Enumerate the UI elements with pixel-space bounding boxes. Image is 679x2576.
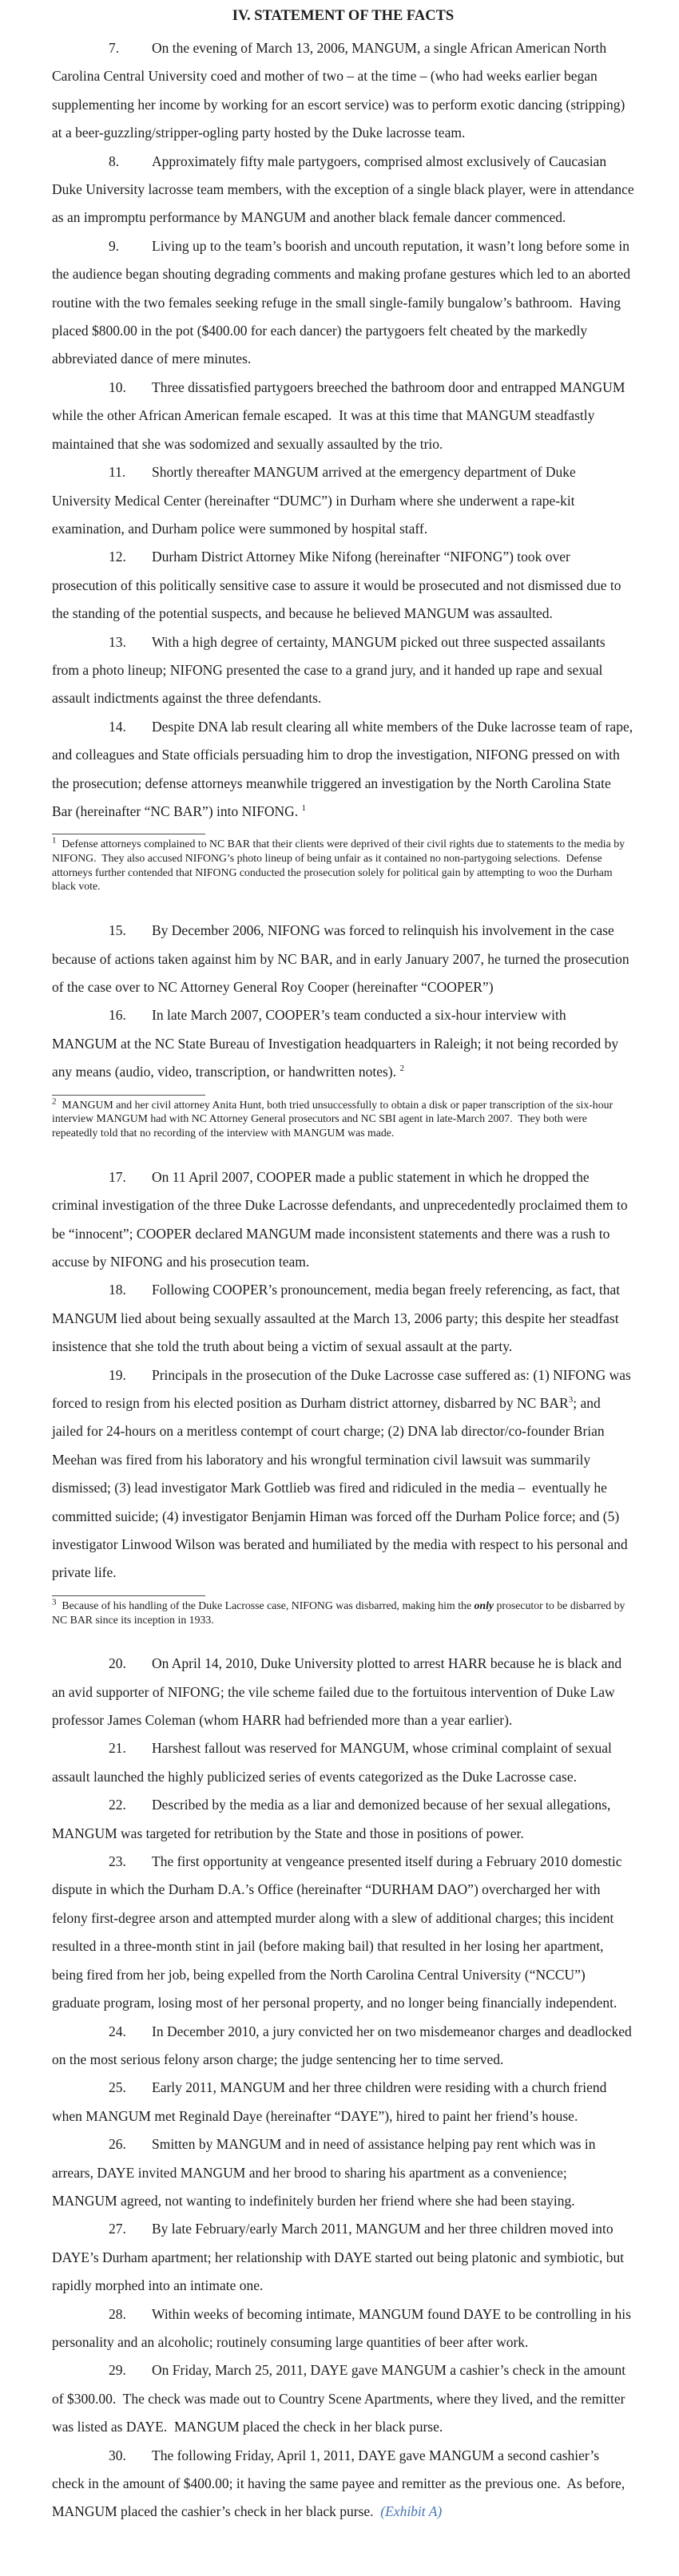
paragraph-text: Living up to the team’s boorish and uncouth reputation, it wasn’t long before some in the audience began shouting degrading comments and making profane gestures which led to an aborted routine with the two females seeking refuge in the small single-family bungalow’s bathroom. Having placed $800.00 in the pot ($400.00 for each dancer) the partygoers felt cheated by the markedly abbreviated dance of mere minutes. [52, 237, 634, 367]
paragraph-22 [52, 1791, 634, 1848]
paragraph-7 [52, 34, 634, 148]
paragraph-29 [52, 2356, 634, 2441]
paragraph-text: By late February/early March 2011, MANGUM and her three children moved into DAYE’s Durham apartment; her relationship with DAYE started out being platonic and symbiotic, but rapidly morphed into an intimate one. [52, 2221, 628, 2294]
paragraph-text: Because of his handling of the Duke Lacrosse case, NIFONG was disbarred, making him the [56, 1599, 475, 1611]
paragraph-number: 25. [109, 2079, 126, 2096]
paragraph-text: By December 2006, NIFONG was forced to relinquish his involvement in the case because of actions taken against him by NC BAR, and in early January 2007, he turned the prosecution of the case over to NC Attorney General Roy Cooper (hereinafter “COOPER”) [52, 922, 633, 995]
emphasized-text: only [474, 1599, 494, 1611]
footnote-reference: 1 [301, 803, 306, 814]
paragraph-number: 13. [109, 633, 126, 650]
paragraph-23 [52, 1848, 634, 2017]
paragraph-text: Shortly thereafter MANGUM arrived at the emergency department of Duke University Medical Center (hereinafter “DUMC”) in Durham where she underwent a rape-kit examination, and Durham police were summoned by hospital staff. [52, 464, 580, 537]
paragraph-number: 12. [109, 549, 126, 565]
paragraph-21 [52, 1734, 634, 1791]
paragraph-number: 27. [109, 2221, 126, 2237]
paragraph-number: 20. [109, 1655, 126, 1672]
paragraph-text: The following Friday, April 1, 2011, DAYE gave MANGUM a second cashier’s check in the amount of $400.00; it having the same payee and remitter as the previous one. As before, MANGUM placed the cashier’s check in her black purse. [52, 2447, 629, 2520]
footnote-number: 2 [52, 1096, 57, 1107]
paragraph-text: With a high degree of certainty, MANGUM picked out three suspected assailants from a photo lineup; NIFONG presented the case to a grand jury, and it handed up rape and sexual assault indictments against the three defendants. [52, 633, 610, 707]
paragraph-text: Approximately fifty male partygoers, comprised almost exclusively of Caucasian Duke University lacrosse team members, with the exception of a single black player, were in attendance as an impromptu performance by MANGUM and another black female dancer commenced. [52, 153, 638, 226]
paragraph-10 [52, 374, 634, 458]
paragraph-14 [52, 713, 637, 826]
paragraph-text: Durham District Attorney Mike Nifong (hereinafter “NIFONG”) took over prosecution of this politically sensitive case to assure it would be prosecuted and not dismissed due to the standing of the potential suspects, and because he believed MANGUM was assaulted. [52, 549, 625, 622]
paragraph-number: 24. [109, 2023, 126, 2039]
footnote-1 [52, 837, 634, 894]
paragraph-17 [52, 1163, 634, 1277]
paragraph-text: Three dissatisfied partygoers breeched the bathroom door and entrapped MANGUM while the other African American female escaped. It was at this time that MANGUM steadfastly maintained that she was sodomized and sexually assaulted by the trio. [52, 378, 629, 452]
paragraph-number: 10. [109, 378, 126, 395]
paragraph-number: 17. [109, 1168, 126, 1185]
footnote-number: 1 [52, 835, 57, 846]
paragraph-text: On Friday, March 25, 2011, DAYE gave MANGUM a cashier’s check in the amount of $300.00. The check was made out to Country Scene Apartments, where they lived, and the remitter was listed as DAYE. MANGUM placed the check in her black purse. [52, 2362, 629, 2435]
paragraph-text: Within weeks of becoming intimate, MANGUM found DAYE to be controlling in his personality and an alcoholic; routinely consuming large quantities of beer after work. [52, 2305, 635, 2350]
paragraph-text: ; and jailed for 24-hours on a meritless contempt of court charge; (2) DNA lab director/co-founder Brian Meehan was fired from his laboratory and his wrongful termination civil lawsuit was summarily dismissed; (3) lead investigator Mark Gottlieb was fired and ridiculed in the media – eventually he committed suicide; (4) investigator Benjamin Himan was forced off the Durham Police force; and (5) investigator Linwood Wilson was berated and humiliated by the media with respect to his personal and private life. [52, 1394, 632, 1581]
footnote-group [52, 1595, 634, 1627]
paragraph-9 [52, 232, 634, 374]
paragraph-30 [52, 2442, 634, 2526]
footnote-separator [52, 1095, 205, 1096]
paragraph-28 [52, 2301, 634, 2357]
paragraph-number: 22. [109, 1797, 126, 1813]
paragraph-number: 29. [109, 2362, 126, 2379]
paragraph-number: 28. [109, 2305, 126, 2322]
paragraph-16 [52, 1001, 634, 1086]
paragraph-text: prosecutor to be disbarred by NC BAR since its inception in 1933. [52, 1599, 628, 1626]
paragraph-12 [52, 543, 634, 628]
footnote-reference: 3 [568, 1395, 574, 1405]
paragraph-number: 8. [109, 153, 120, 169]
paragraph-number: 11. [109, 464, 126, 481]
paragraph-number: 23. [109, 1853, 126, 1870]
paragraph-text: Principals in the prosecution of the Duke Lacrosse case suffered as: (1) NIFONG was forced to resign from his elected position as Durham district attorney, disbarred by NC BAR [52, 1366, 635, 1411]
paragraph-text: The first opportunity at vengeance presented itself during a February 2010 domestic dispute in which the Durham D.A.’s Office (hereinafter “DURHAM DAO”) overcharged her with felony first-degree arson and attempted murder along with a slew of additional charges; this incident resulted in a three-month stint in jail (before making bail) that resulted in her losing her apartment, being fired from her job, being expelled from the North Carolina Central University (“NCCU”) graduate program, losing most of her personal property, and no longer being financially independent. [52, 1853, 625, 2011]
paragraph-number: 19. [109, 1366, 126, 1383]
footnote-group [52, 834, 634, 894]
paragraph-19 [52, 1361, 634, 1587]
footnote-separator [52, 1595, 205, 1596]
facts-body [52, 34, 638, 2526]
paragraph-text: Described by the media as a liar and demonized because of her sexual allegations, MANGUM was targeted for retribution by the State and those in positions of power. [52, 1797, 614, 1841]
paragraph-18 [52, 1276, 634, 1361]
paragraph-24 [52, 2018, 634, 2075]
paragraph-text: In late March 2007, COOPER’s team conducted a six-hour interview with MANGUM at the NC State Bureau of Investigation headquarters in Raleigh; it not being recorded by any means (audio, video, transcription, or handwritten notes). [52, 1007, 622, 1080]
paragraph-text: In December 2010, a jury convicted her on two misdemeanor charges and deadlocked on the most serious felony arson charge; the judge sentencing her to time served. [52, 2023, 636, 2067]
paragraph-number: 26. [109, 2136, 126, 2153]
paragraph-15 [52, 917, 634, 1001]
paragraph-number: 15. [109, 922, 126, 939]
paragraph-text: Harshest fallout was reserved for MANGUM, whose criminal complaint of sexual assault launched the highly publicized series of events categorized as the Duke Lacrosse case. [52, 1740, 616, 1785]
paragraph-number: 16. [109, 1007, 126, 1024]
paragraph-number: 14. [109, 718, 126, 735]
paragraph-text: MANGUM and her civil attorney Anita Hunt, both tried unsuccessfully to obtain a disk or paper transcription of the six-hour interview MANGUM had with NC Attorney General prosecutors and NC SBI agent in late-March 2007. They both were repeatedly told that no recording of the interview with MANGUM was made. [52, 1098, 616, 1139]
paragraph-text: Smitten by MANGUM and in need of assistance helping pay rent which was in arrears, DAYE invited MANGUM and her brood to sharing his apartment as a convenience; MANGUM agreed, not wanting to indefinitely burden her friend where she had been staying. [52, 2136, 599, 2209]
paragraph-text: Following COOPER’s pronouncement, media began freely referencing, as fact, that MANGUM lied about being sexually assaulted at the March 13, 2006 party; this despite her steadfast insistence that she told the truth about being a victim of sexual assault at the party. [52, 1282, 624, 1355]
paragraph-27 [52, 2215, 634, 2300]
paragraph-number: 21. [109, 1740, 126, 1757]
paragraph-8 [52, 148, 638, 232]
paragraph-text: Defense attorneys complained to NC BAR that their clients were deprived of their civil rights due to statements to the media by NIFONG. They also accused NIFONG’s photo lineup of being unfair as it contained no non-partygoing selections. Defense attorneys further contended that NIFONG conducted the prosecution solely for political gain by attempting to woo the Durham black vote. [52, 838, 628, 893]
paragraph-number: 18. [109, 1282, 126, 1298]
footnote-3 [52, 1599, 634, 1627]
paragraph-25 [52, 2074, 634, 2130]
paragraph-text: On 11 April 2007, COOPER made a public statement in which he dropped the criminal investigation of the three Duke Lacrosse defendants, and unprecedentedly proclaimed them to be “innocent”; COOPER declared MANGUM made inconsistent statements and there was a rush to accuse by NIFONG and his prosecution team. [52, 1168, 632, 1270]
paragraph-number: 9. [109, 237, 120, 254]
footnote-reference: 2 [399, 1064, 404, 1074]
paragraph-text: On the evening of March 13, 2006, MANGUM, a single African American North Carolina Central University coed and mother of two – at the time – (who had weeks earlier began supplementing her income by working for an escort service) was to perform exotic dancing (stripping) at a beer-guzzling/stripper-ogling party hosted by the Duke lacrosse team. [52, 40, 629, 141]
paragraph-13 [52, 628, 634, 713]
section-title: IV. STATEMENT OF THE FACTS [232, 8, 455, 24]
paragraph-11 [52, 458, 634, 543]
paragraph-text: Despite DNA lab result clearing all white members of the Duke lacrosse team of rape, and colleagues and State officials persuading him to drop the investigation, NIFONG pressed on with the prosecution; defense attorneys meanwhile triggered an investigation by the North Carolina State Bar (hereinafter “NC BAR”) into NIFONG. [52, 718, 637, 819]
exhibit-a-link[interactable]: (Exhibit A) [380, 2503, 443, 2520]
paragraph-text: Early 2011, MANGUM and her three children were residing with a church friend when MANGUM met Reginald Daye (hereinafter “DAYE”), hired to paint her friend’s house. [52, 2079, 610, 2124]
paragraph-26 [52, 2130, 634, 2215]
paragraph-number: 7. [109, 40, 120, 56]
footnote-group [52, 1095, 634, 1140]
paragraph-number: 30. [109, 2447, 126, 2463]
paragraph-text: On April 14, 2010, Duke University plotted to arrest HARR because he is black and an avid supporter of NIFONG; the vile scheme failed due to the fortuitous intervention of Duke Law professor James Coleman (whom HARR had befriended more than a year earlier). [52, 1655, 625, 1729]
footnote-2 [52, 1098, 634, 1140]
paragraph-20 [52, 1650, 634, 1734]
footnote-number: 3 [52, 1597, 57, 1607]
